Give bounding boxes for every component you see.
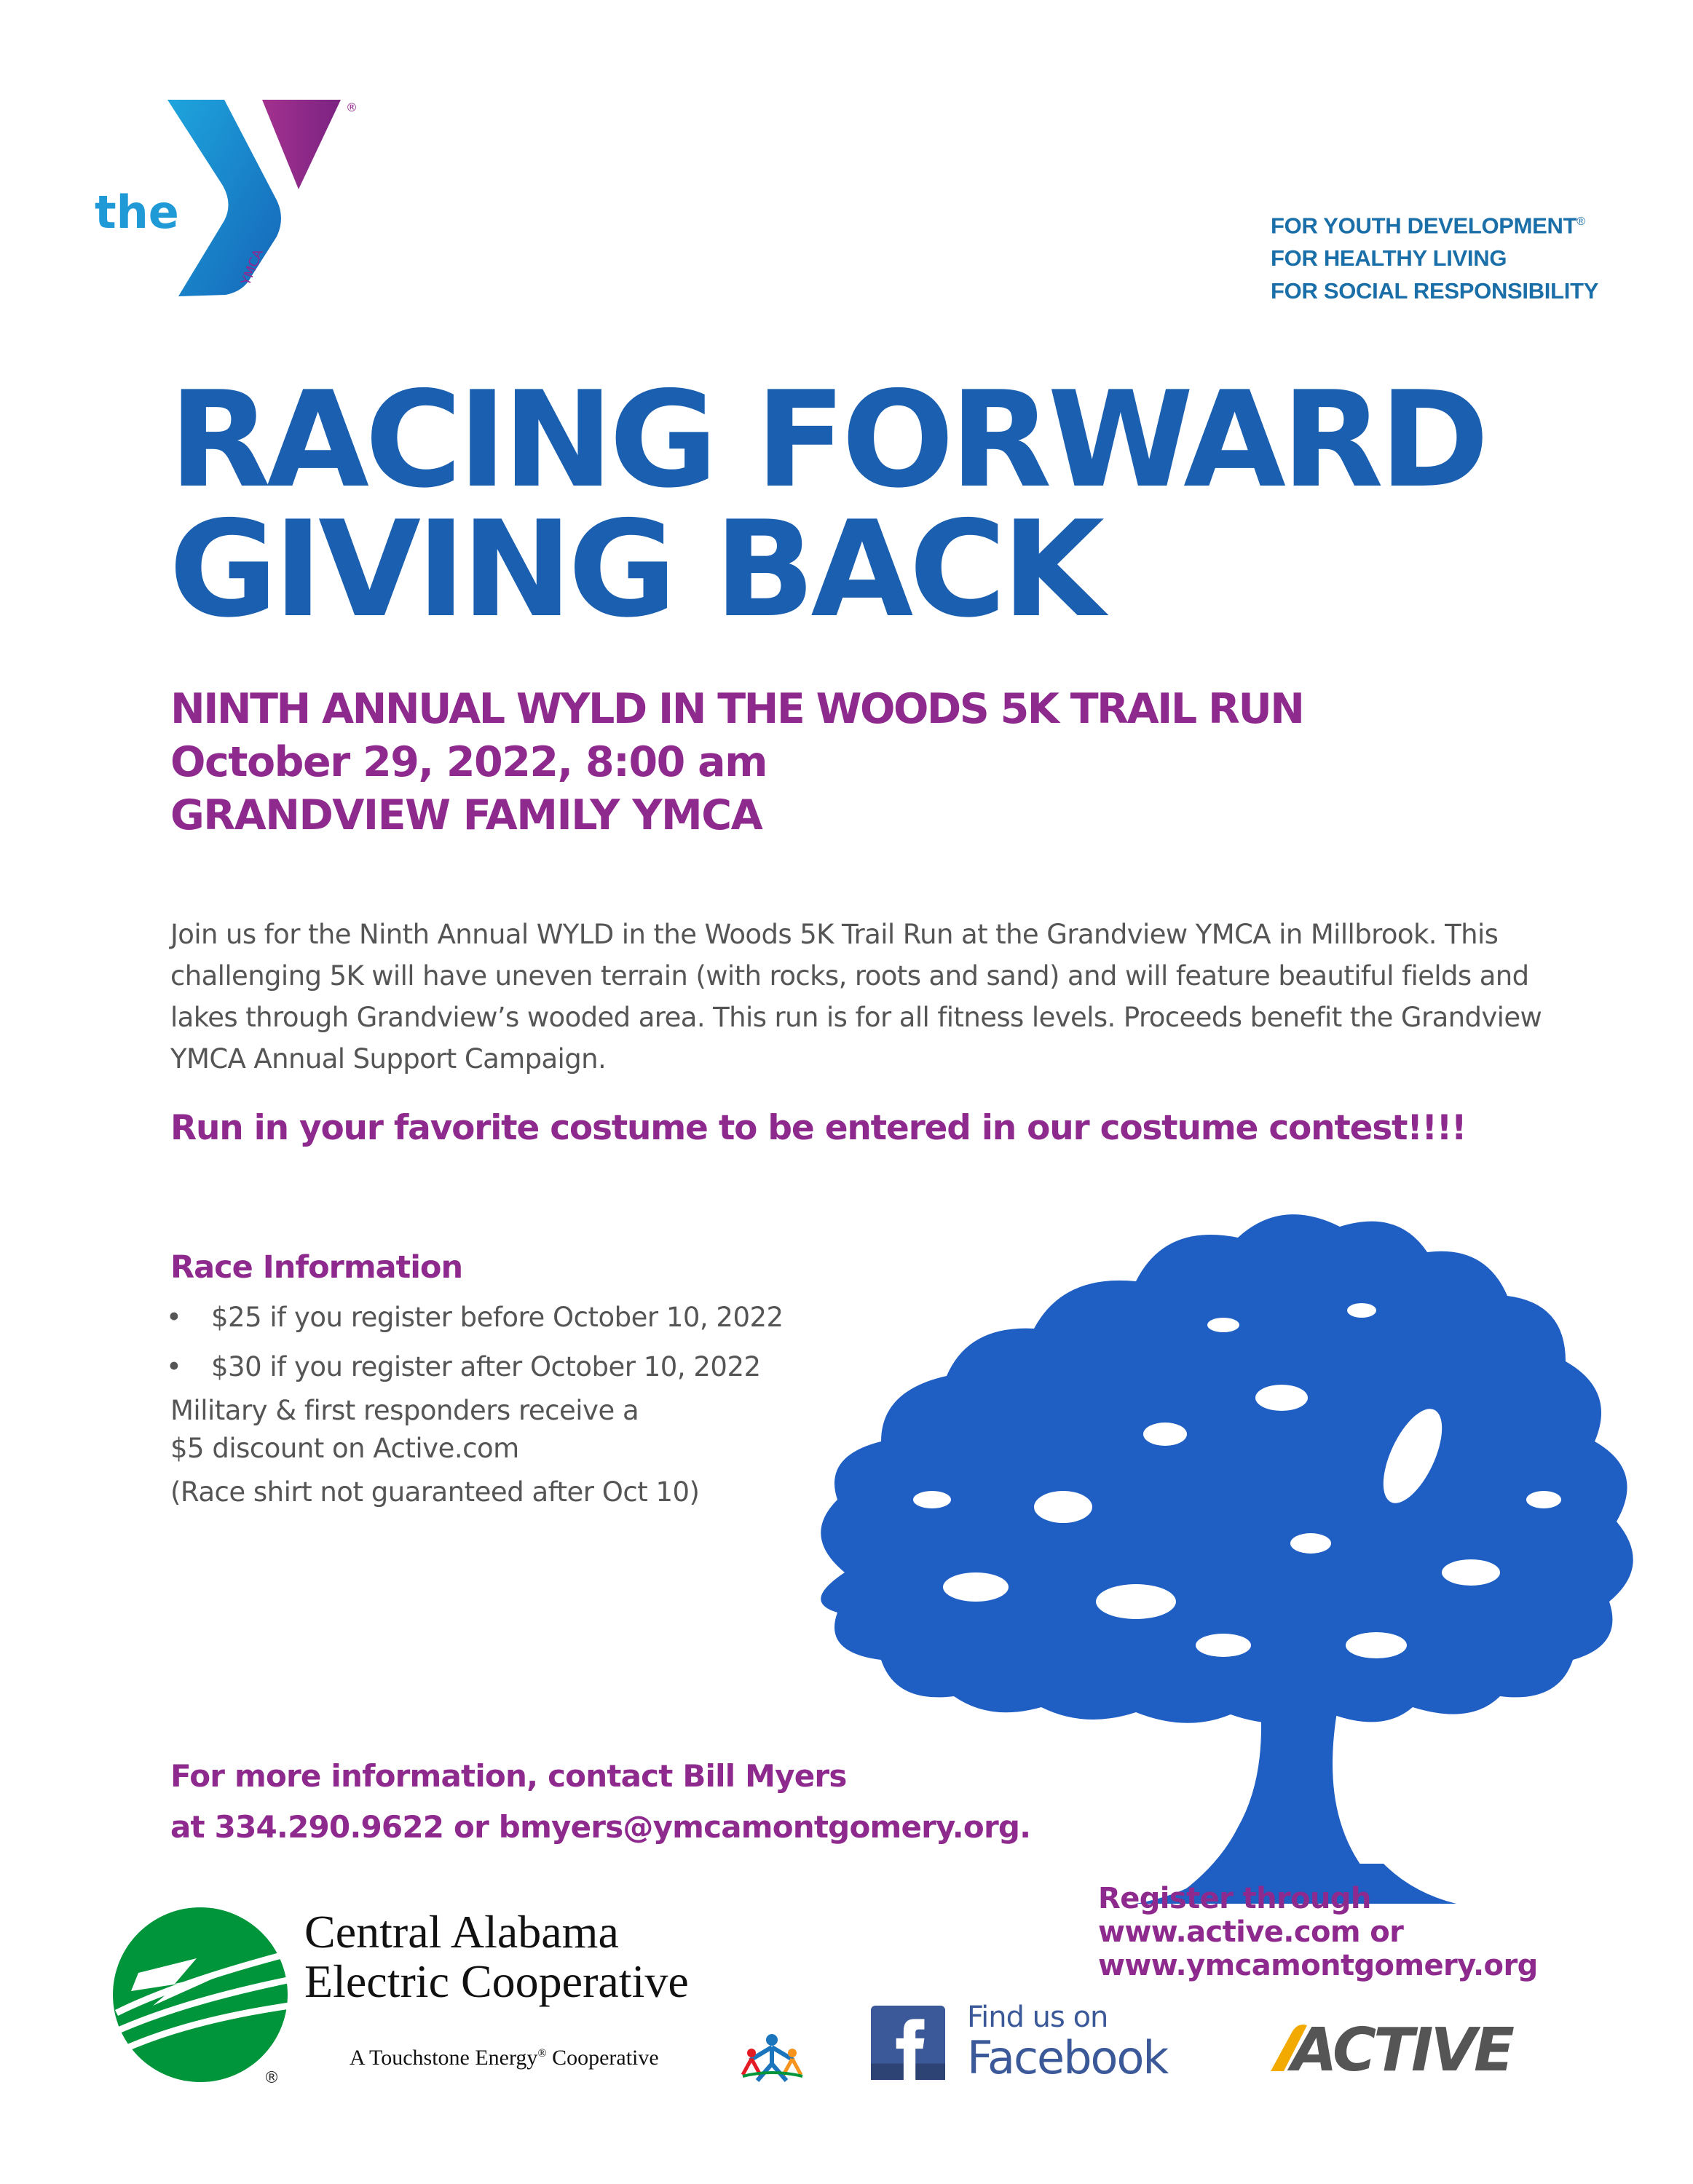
mission-line-youth: FOR YOUTH DEVELOPMENT® — [1271, 213, 1585, 239]
headline — [169, 363, 1552, 646]
mission-line-healthy: FOR HEALTHY LIVING — [1271, 245, 1507, 272]
race-shirt-note: (Race shirt not guaranteed after Oct 10) — [170, 1476, 700, 1508]
register-link-ymca[interactable]: www.ymcamontgomery.org — [1098, 1949, 1538, 1982]
military-discount-line-2: $5 discount on Active.com — [170, 1433, 519, 1464]
price-item-late: • $30 if you register after October 10, 2022 — [170, 1342, 899, 1392]
contact-info — [170, 1751, 1190, 1853]
event-date: October 29, 2022, 8:00 am — [170, 738, 767, 786]
caec-name — [304, 1907, 814, 2006]
svg-text:ACTIVE: ACTIVE — [1291, 2016, 1512, 2082]
caec-tagline: A Touchstone Energy® Cooperative — [350, 2046, 659, 2070]
race-info-heading: Race Information — [170, 1249, 463, 1286]
caec-registered-mark: ® — [264, 2069, 280, 2087]
ymca-logo — [95, 91, 379, 309]
ymca-y-mark-icon — [95, 91, 379, 309]
facebook-name: Facebook — [967, 2031, 1168, 2084]
costume-contest-note: Run in your favorite costume to be entered in our costume contest!!!! — [170, 1108, 1467, 1148]
facebook-icon[interactable] — [871, 2006, 945, 2080]
military-discount-line-1: Military & first responders receive a — [170, 1395, 639, 1426]
register-link-active[interactable]: www.active.com or — [1098, 1915, 1404, 1949]
ymca-the-text: the — [95, 186, 179, 239]
facebook-find-us: Find us on — [967, 2001, 1108, 2034]
event-title: NINTH ANNUAL WYLD IN THE WOODS 5K TRAIL RUN — [170, 685, 1303, 733]
event-description: Join us for the Ninth Annual WYLD in the Woods 5K Trail Run at the Grandview YMCA in Millbrook. This challenging 5K will have uneven terrain (with rocks, roots and sand) and will feature beautiful fields and lakes through Grandview’s wooded area. This run is for all fitness levels. Proceeds benefit the Grandview YMCA Annual Support Campaign. — [170, 919, 1542, 1075]
register-info — [1098, 1882, 1666, 1982]
touchstone-energy-icon — [735, 2031, 808, 2082]
facebook-link[interactable] — [967, 2001, 1167, 2082]
mission-statements — [1271, 205, 1649, 307]
active-logo[interactable] — [1263, 2009, 1576, 2082]
svg-text:YMCA: YMCA — [238, 247, 267, 288]
event-venue: GRANDVIEW FAMILY YMCA — [170, 791, 762, 839]
mission-line-social: FOR SOCIAL RESPONSIBILITY — [1271, 278, 1599, 304]
caec-name-line-1: Central Alabama — [304, 1906, 619, 1958]
svg-text:®: ® — [346, 100, 358, 114]
contact-line-1: For more information, contact Bill Myers — [170, 1758, 847, 1794]
register-line-1: Register through — [1098, 1882, 1371, 1915]
event-details — [170, 683, 1554, 842]
caec-name-line-2: Electric Cooperative — [304, 1955, 689, 2007]
headline-line-1: RACING FORWARD — [169, 363, 1485, 517]
contact-line-2[interactable]: at 334.290.9622 or bmyers@ymcamontgomery.org. — [170, 1809, 1031, 1845]
caec-logo-mark — [109, 1904, 291, 2086]
price-item-early: • $25 if you register before October 10, 2022 — [170, 1293, 899, 1342]
headline-line-2: GIVING BACK — [169, 492, 1100, 646]
active-wordmark-icon — [1263, 2009, 1576, 2082]
caec-globe-icon — [109, 1904, 291, 2086]
